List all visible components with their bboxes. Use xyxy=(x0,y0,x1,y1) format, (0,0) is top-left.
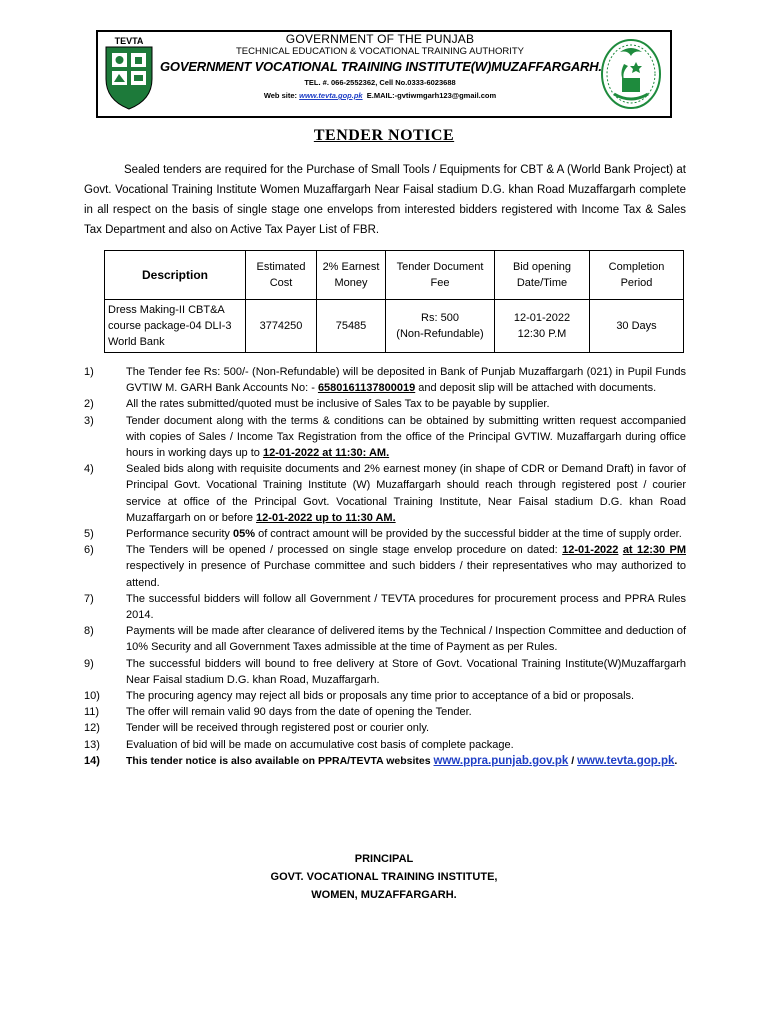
item-number: 7) xyxy=(84,592,94,605)
opening-date: 12-01-2022 xyxy=(562,544,619,557)
list-item xyxy=(84,656,686,688)
header-contact-line xyxy=(160,91,600,100)
item-text: The Tenders will be opened / processed on single stage envelop procedure on dated: xyxy=(126,544,563,557)
item-text: Performance security xyxy=(126,528,233,541)
col-estimated-cost: Estimated Cost xyxy=(246,251,317,300)
cell-bid-opening xyxy=(495,300,590,353)
table-row xyxy=(105,300,684,353)
fee-note: (Non-Refundable) xyxy=(396,328,484,340)
opening-time: at 12:30 PM xyxy=(622,544,687,557)
cell-description: Dress Making-II CBT&A course package-04 DLI-3 World Bank xyxy=(105,300,246,353)
col-document-fee: Tender Document Fee xyxy=(386,251,495,300)
list-item xyxy=(84,720,686,736)
list-item xyxy=(84,413,686,462)
page-title: TENDER NOTICE xyxy=(313,127,455,144)
col-completion-period: Completion Period xyxy=(590,251,684,300)
list-item xyxy=(84,542,686,591)
item-text: All the rates submitted/quoted must be inclusive of Sales Tax to be payable by supplier. xyxy=(126,398,550,411)
ppra-website-link[interactable]: www.ppra.punjab.gov.pk xyxy=(433,754,569,767)
item-number: 1) xyxy=(84,366,94,378)
item-number: 12) xyxy=(84,722,100,735)
table-header-row xyxy=(105,251,684,300)
header-phone-line: TEL. #. 066-2552362, Cell No.0333-6023688 xyxy=(304,78,456,87)
col-description: Description xyxy=(105,251,246,300)
list-item xyxy=(84,737,686,753)
item-text: The offer will remain valid 90 days from the date of opening the Tender. xyxy=(126,706,472,719)
terms-list xyxy=(84,364,686,769)
punjab-government-logo xyxy=(600,38,662,110)
intro-paragraph xyxy=(84,160,686,240)
tevta-logo xyxy=(100,34,158,112)
list-item xyxy=(84,396,686,412)
list-item xyxy=(84,461,686,526)
item-text: The procuring agency may reject all bids or proposals any time prior to acceptance of a bid or proposals. xyxy=(126,690,635,703)
email-text: E.MAIL:-gvtiwmgarh123@gmail.com xyxy=(366,91,497,100)
item-text-end: of contract amount will be provided by the successful bidder at the time of supply order. xyxy=(255,528,682,541)
col-earnest-money: 2% Earnest Money xyxy=(317,251,386,300)
header-institute-line: GOVERNMENT VOCATIONAL TRAINING INSTITUTE(W)MUZAFFARGARH. xyxy=(160,59,602,74)
list-item xyxy=(84,623,686,655)
list-item xyxy=(84,688,686,704)
intro-text: Sealed tenders are required for the Purchase of Small Tools / Equipments for CBT & A (World Bank Project) at Govt. Vocational Training Institute Women Muzaffargarh Near Faisal stadium D.G. khan Road Muzaffargarh complete in all respect on the basis of single stage one envelops from interested bidders registered with Income Tax & Sales Tax Department and also on Active Tax Payer List of FBR. xyxy=(84,164,686,236)
security-percentage: 05% xyxy=(232,528,256,541)
tevta-logo-text: TEVTA xyxy=(114,36,144,46)
item-text-end: respectively in presence of Purchase committee and such bidders / their representatives who may authorized to attend. xyxy=(126,560,686,589)
item-text-end: and deposit slip will be attached with documents. xyxy=(415,382,657,395)
cell-earnest-money: 75485 xyxy=(317,300,386,353)
item-number: 8) xyxy=(84,625,94,638)
deadline-date: 12-01-2022 up to 11:30 AM. xyxy=(256,511,396,524)
item-number: 10) xyxy=(84,690,100,703)
fee-amount: Rs: 500 xyxy=(421,312,459,324)
item-number: 5) xyxy=(84,528,94,541)
list-item xyxy=(84,591,686,623)
item-text: Tender document along with the terms & conditions can be obtained by submitting written request accompanied with copies of Sales / Income Tax Registration from the office of the Principal GVTIW. Muzaffargarh during office hours in working days up to xyxy=(126,414,686,460)
item-number: 9) xyxy=(84,657,94,670)
item-text-end: . xyxy=(674,754,678,767)
item-number: 14) xyxy=(84,754,100,767)
tender-table xyxy=(104,250,684,353)
item-text: This tender notice is also available on PPRA/TEVTA websites xyxy=(126,754,434,767)
header-authority-line: TECHNICAL EDUCATION & VOCATIONAL TRAINING AUTHORITY xyxy=(235,46,525,57)
col-bid-opening: Bid opening Date/Time xyxy=(495,251,590,300)
link-separator: / xyxy=(568,754,578,767)
signature-location: WOMEN, MUZAFFARGARH. xyxy=(311,889,457,901)
signature-title: PRINCIPAL xyxy=(354,853,414,865)
tevta-website-link[interactable]: www.tevta.gop.pk xyxy=(577,754,675,767)
item-text: Payments will be made after clearance of delivered items by the Technical / Inspection Committee and deduction of 10% Security and all Government Taxes admissible at the time of Payment as per Rules. xyxy=(126,625,686,654)
item-text: The successful bidders will bound to free delivery at Store of Govt. Vocational Training Institute(W)Muzaffargarh Near Faisal stadium D.G. khan Road, Muzaffargarh. xyxy=(126,657,686,686)
bid-date: 12-01-2022 xyxy=(513,312,571,324)
list-item xyxy=(84,364,686,396)
item-number: 2) xyxy=(84,398,94,411)
item-text: Evaluation of bid will be made on accumulative cost basis of complete package. xyxy=(126,738,514,751)
list-item xyxy=(84,526,686,542)
item-number: 3) xyxy=(84,414,94,427)
cell-completion-period: 30 Days xyxy=(590,300,684,353)
cell-document-fee xyxy=(386,300,495,353)
bank-account-number: 6580161137800019 xyxy=(317,382,416,395)
item-text: The Tender fee Rs: 500/- (Non-Refundable) will be deposited in Bank of Punjab Muzaffargarh (021) in Pupil Funds GVTIW M. GARH Bank Accounts No: - xyxy=(126,366,686,395)
list-item xyxy=(84,704,686,720)
website-label: Web site: xyxy=(263,91,298,100)
signature-institute: GOVT. VOCATIONAL TRAINING INSTITUTE, xyxy=(270,871,498,883)
cell-estimated-cost: 3774250 xyxy=(246,300,317,353)
item-number: 6) xyxy=(84,544,94,557)
bid-time: 12:30 P.M xyxy=(517,328,567,340)
item-number: 4) xyxy=(84,463,94,476)
item-text: The successful bidders will follow all Government / TEVTA procedures for procurement process and PPRA Rules 2014. xyxy=(126,592,686,622)
header-government-line: GOVERNMENT OF THE PUNJAB xyxy=(285,32,475,46)
website-link[interactable]: www.tevta.gop.pk xyxy=(299,91,363,100)
item-text: Sealed bids along with requisite documents and 2% earnest money (in shape of CDR or Demand Draft) in favor of Principal Govt. Vocational Training Institute (W) Muzaffargarh should reach through registered post / courier service at office of the Principal Govt. Vocational Training Institute, Near Faisal stadium D.G. khan Road Muzaffargarh on or before xyxy=(126,463,686,524)
item-number: 13) xyxy=(84,738,100,751)
item-number: 11) xyxy=(84,706,100,719)
deadline-date: 12-01-2022 at 11:30: AM. xyxy=(262,447,390,460)
item-text: Tender will be received through registered post or courier only. xyxy=(126,722,430,735)
list-item xyxy=(84,753,686,769)
